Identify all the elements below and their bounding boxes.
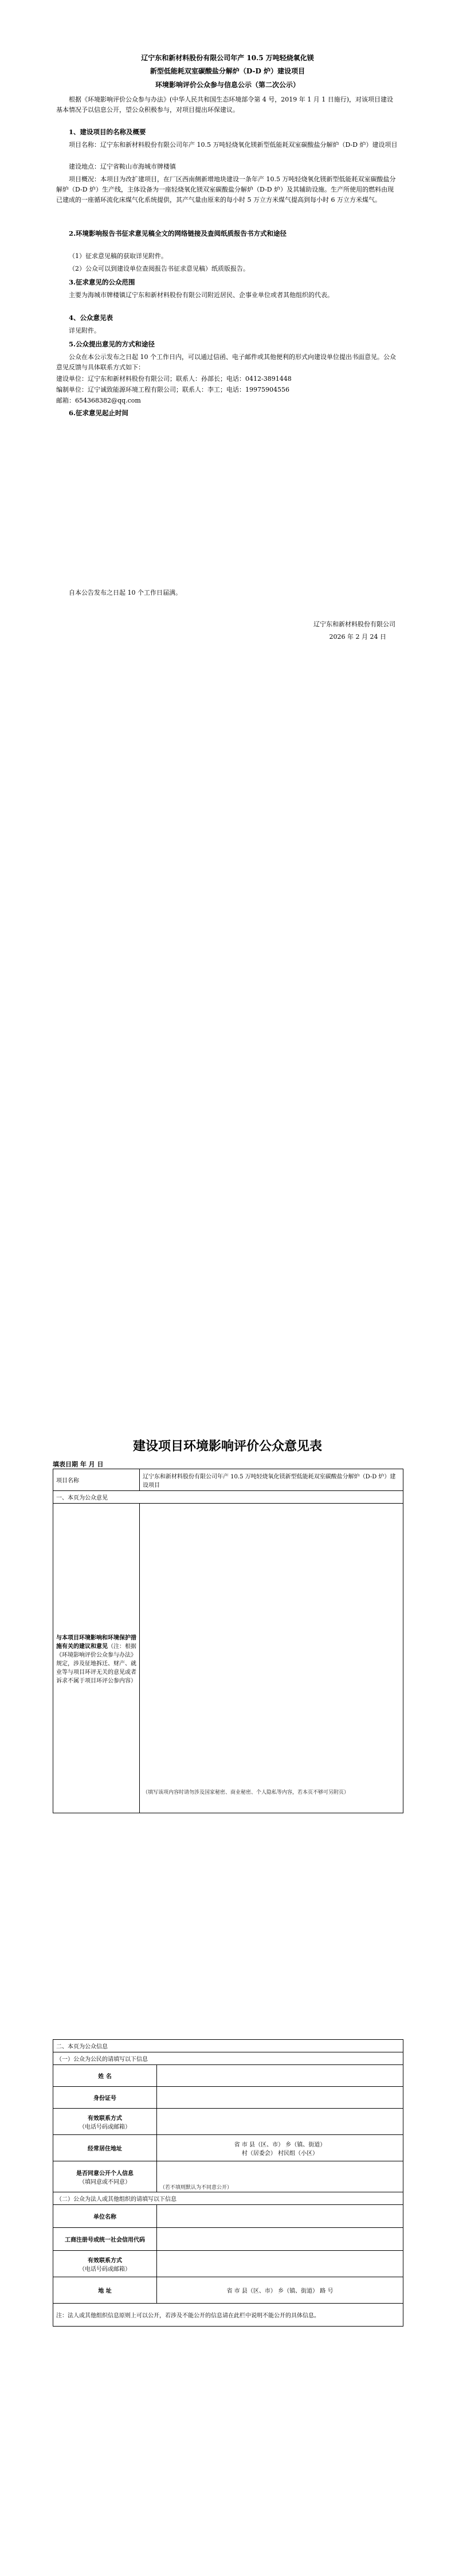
reg-field[interactable] [157, 2228, 403, 2251]
section-4-heading: 4、公众意见表 [69, 314, 113, 322]
citizen-subheading: （一）公众为公民的请填写以下信息 [53, 2052, 403, 2065]
unit-contact-label [53, 2251, 157, 2277]
opinion-label [53, 1504, 140, 1813]
id-field[interactable] [157, 2087, 403, 2109]
opinion-label-note: （注：根据《环境影响评价公众参与办法》规定，涉及征地拆迁、财产、就业等与项目环评无关的意见或者诉求不属于项目环评公参内容） [56, 1643, 136, 1684]
project-name: 项目名称：辽宁东和新材料股份有限公司年产 10.5 万吨轻烧氧化镁新型低能耗双室碳酸盐分解炉（D-D 炉）建设项目 [69, 141, 398, 149]
publish-label-sub: （填同意或不同意） [79, 2179, 131, 2185]
org-subheading: （二）公众为法人或其他组织的请填写以下信息 [53, 2192, 403, 2205]
section-1-title: 一、本页为公众意见 [53, 1491, 403, 1504]
residence-label: 经常居住地址 [53, 2135, 157, 2161]
publish-label-main: 是否同意公开个人信息 [76, 2170, 134, 2177]
footnote: 注：法人或其他组织信息原则上可以公开，若涉及不能公开的信息请在此栏中说明不能公开的具体信息。 [53, 2304, 403, 2327]
opinion-table [53, 1469, 403, 1813]
section-2-heading: 2.环境影响报告书征求意见稿全文的网络链接及查阅纸质报告书方式和途径 [69, 229, 287, 237]
section-3-text: 主要为海城市牌楼镇辽宁东和新材料股份有限公司附近居民、企事业单位或者其他组织的代表。 [69, 291, 334, 299]
info-table [53, 2039, 403, 2327]
contact-field[interactable] [157, 2109, 403, 2135]
signature-company: 辽宁东和新材料股份有限公司 [313, 620, 395, 628]
section-5-text-1: 公众在本公示发布之日起 10 个工作日内，可以通过信函、电子邮件或其他便利的形式向建设单位提出书面意见。公众意见反馈与具体联系方式如下： [56, 353, 396, 371]
section-6-text: 自本公告发布之日起 10 个工作日届满。 [69, 589, 182, 596]
section-6-heading: 6.征求意见起止时间 [69, 409, 129, 417]
residence-field[interactable] [157, 2135, 403, 2161]
opinion-input-area[interactable] [140, 1504, 403, 1813]
section-4-text: 详见附件。 [69, 327, 100, 334]
name-field[interactable] [157, 2065, 403, 2087]
section-1-heading: 1、建设项目的名称及概要 [69, 128, 146, 136]
announce-intro: 根据《环境影响评价公众参与办法》(中华人民共和国生态环境部令第 4 号，2019 年 1 月 1 日施行)，对该项目建设基本情况予以信息公开，望公众积极参与，对项目提出环保建议。 [56, 96, 394, 114]
opinion-note: （填写该项内容时请勿涉及国家秘密、商业秘密、个人隐私等内容，若本页不够可另附页） [143, 1790, 350, 1796]
announce-title-3: 环境影响评价公众参与信息公示（第二次公示） [155, 81, 300, 89]
section-3-heading: 3.征求意见的公众范围 [69, 278, 135, 286]
unit-contact-label-main: 有效联系方式 [88, 2257, 122, 2264]
publish-label [53, 2161, 157, 2192]
project-summary: 项目概况：本项目为改扩建项目，在厂区西南侧新增地块建设一条年产 10.5 万吨轻烧氧化镁新型低能耗双室碳酸盐分解炉（D-D 炉）生产线，主体设备为一座轻烧氧化镁双室碳酸盐分解炉（D-D 炉）及其辅助设施。生产所使用的燃料由现已建成的一座循环流化床煤气化系统提供，其产气量由原来的每小时 5 万立方米煤气提高到每小时 6 万立方米煤气。 [56, 175, 396, 204]
publish-note: （若不填则默认为不同意公开） [160, 2185, 233, 2191]
contact-label-sub: （电话号码或邮箱） [79, 2124, 131, 2130]
project-name-value: 辽宁东和新材料股份有限公司年产 10.5 万吨轻烧氧化镁新型低能耗双室碳酸盐分解炉（D-D 炉）建设项目 [140, 1469, 403, 1491]
project-site: 建设地点：辽宁省鞍山市海城市牌楼镇 [69, 163, 176, 170]
announce-title-1: 辽宁东和新材料股份有限公司年产 10.5 万吨轻烧氧化镁 [141, 54, 314, 62]
section-5-contact-builder: 建设单位：辽宁东和新材料股份有限公司；联系人：孙部长；电话：0412-3891448 [56, 375, 292, 383]
address-label: 地 址 [53, 2277, 157, 2304]
section-2-item-2: （2）公众可以到建设单位查阅报告书征求意见稿）纸质版报告。 [69, 265, 249, 272]
announce-title-2: 新型低能耗双室碳酸盐分解炉（D-D 炉）建设项目 [150, 67, 305, 75]
section-2-title: 二、本页为公众信息 [53, 2040, 403, 2052]
section-2-item-1: （1）征求意见稿的获取详见附件。 [69, 252, 167, 260]
unit-field[interactable] [157, 2205, 403, 2228]
opinion-label-main: 与本项目环境影响和环境保护措施有关的建议和意见 [56, 1634, 136, 1650]
section-5-heading: 5.公众提出意见的方式和途径 [69, 340, 155, 348]
contact-label [53, 2109, 157, 2135]
residence-line-1: 省 市 县（区、市） 乡（镇、街道） [234, 2141, 326, 2148]
name-label: 姓 名 [53, 2065, 157, 2087]
reg-label: 工商注册号或统一社会信用代码 [53, 2228, 157, 2251]
residence-line-2: 村（居委会） 村民组（小区） [241, 2150, 319, 2157]
address-field[interactable]: 省 市 县（区、市） 乡（镇、街道） 路 号 [157, 2277, 403, 2304]
contact-label-main: 有效联系方式 [88, 2115, 122, 2122]
publish-field[interactable] [157, 2161, 403, 2192]
form-title: 建设项目环境影响评价公众意见表 [132, 1439, 322, 1454]
unit-contact-label-sub: （电话号码或邮箱） [79, 2266, 131, 2273]
fill-date: 填表日期 年 月 日 [53, 1461, 104, 1468]
project-name-label: 项目名称 [53, 1469, 140, 1491]
unit-label: 单位名称 [53, 2205, 157, 2228]
section-5-contact-author: 编制单位：辽宁诚致能源环境工程有限公司；联系人：李工；电话：19975904556 [56, 386, 289, 393]
section-5-email[interactable]: 邮箱：654368382@qq.com [56, 397, 141, 404]
unit-contact-field[interactable] [157, 2251, 403, 2277]
id-label: 身份证号 [53, 2087, 157, 2109]
signature-date: 2026 年 2 月 24 日 [329, 633, 386, 641]
